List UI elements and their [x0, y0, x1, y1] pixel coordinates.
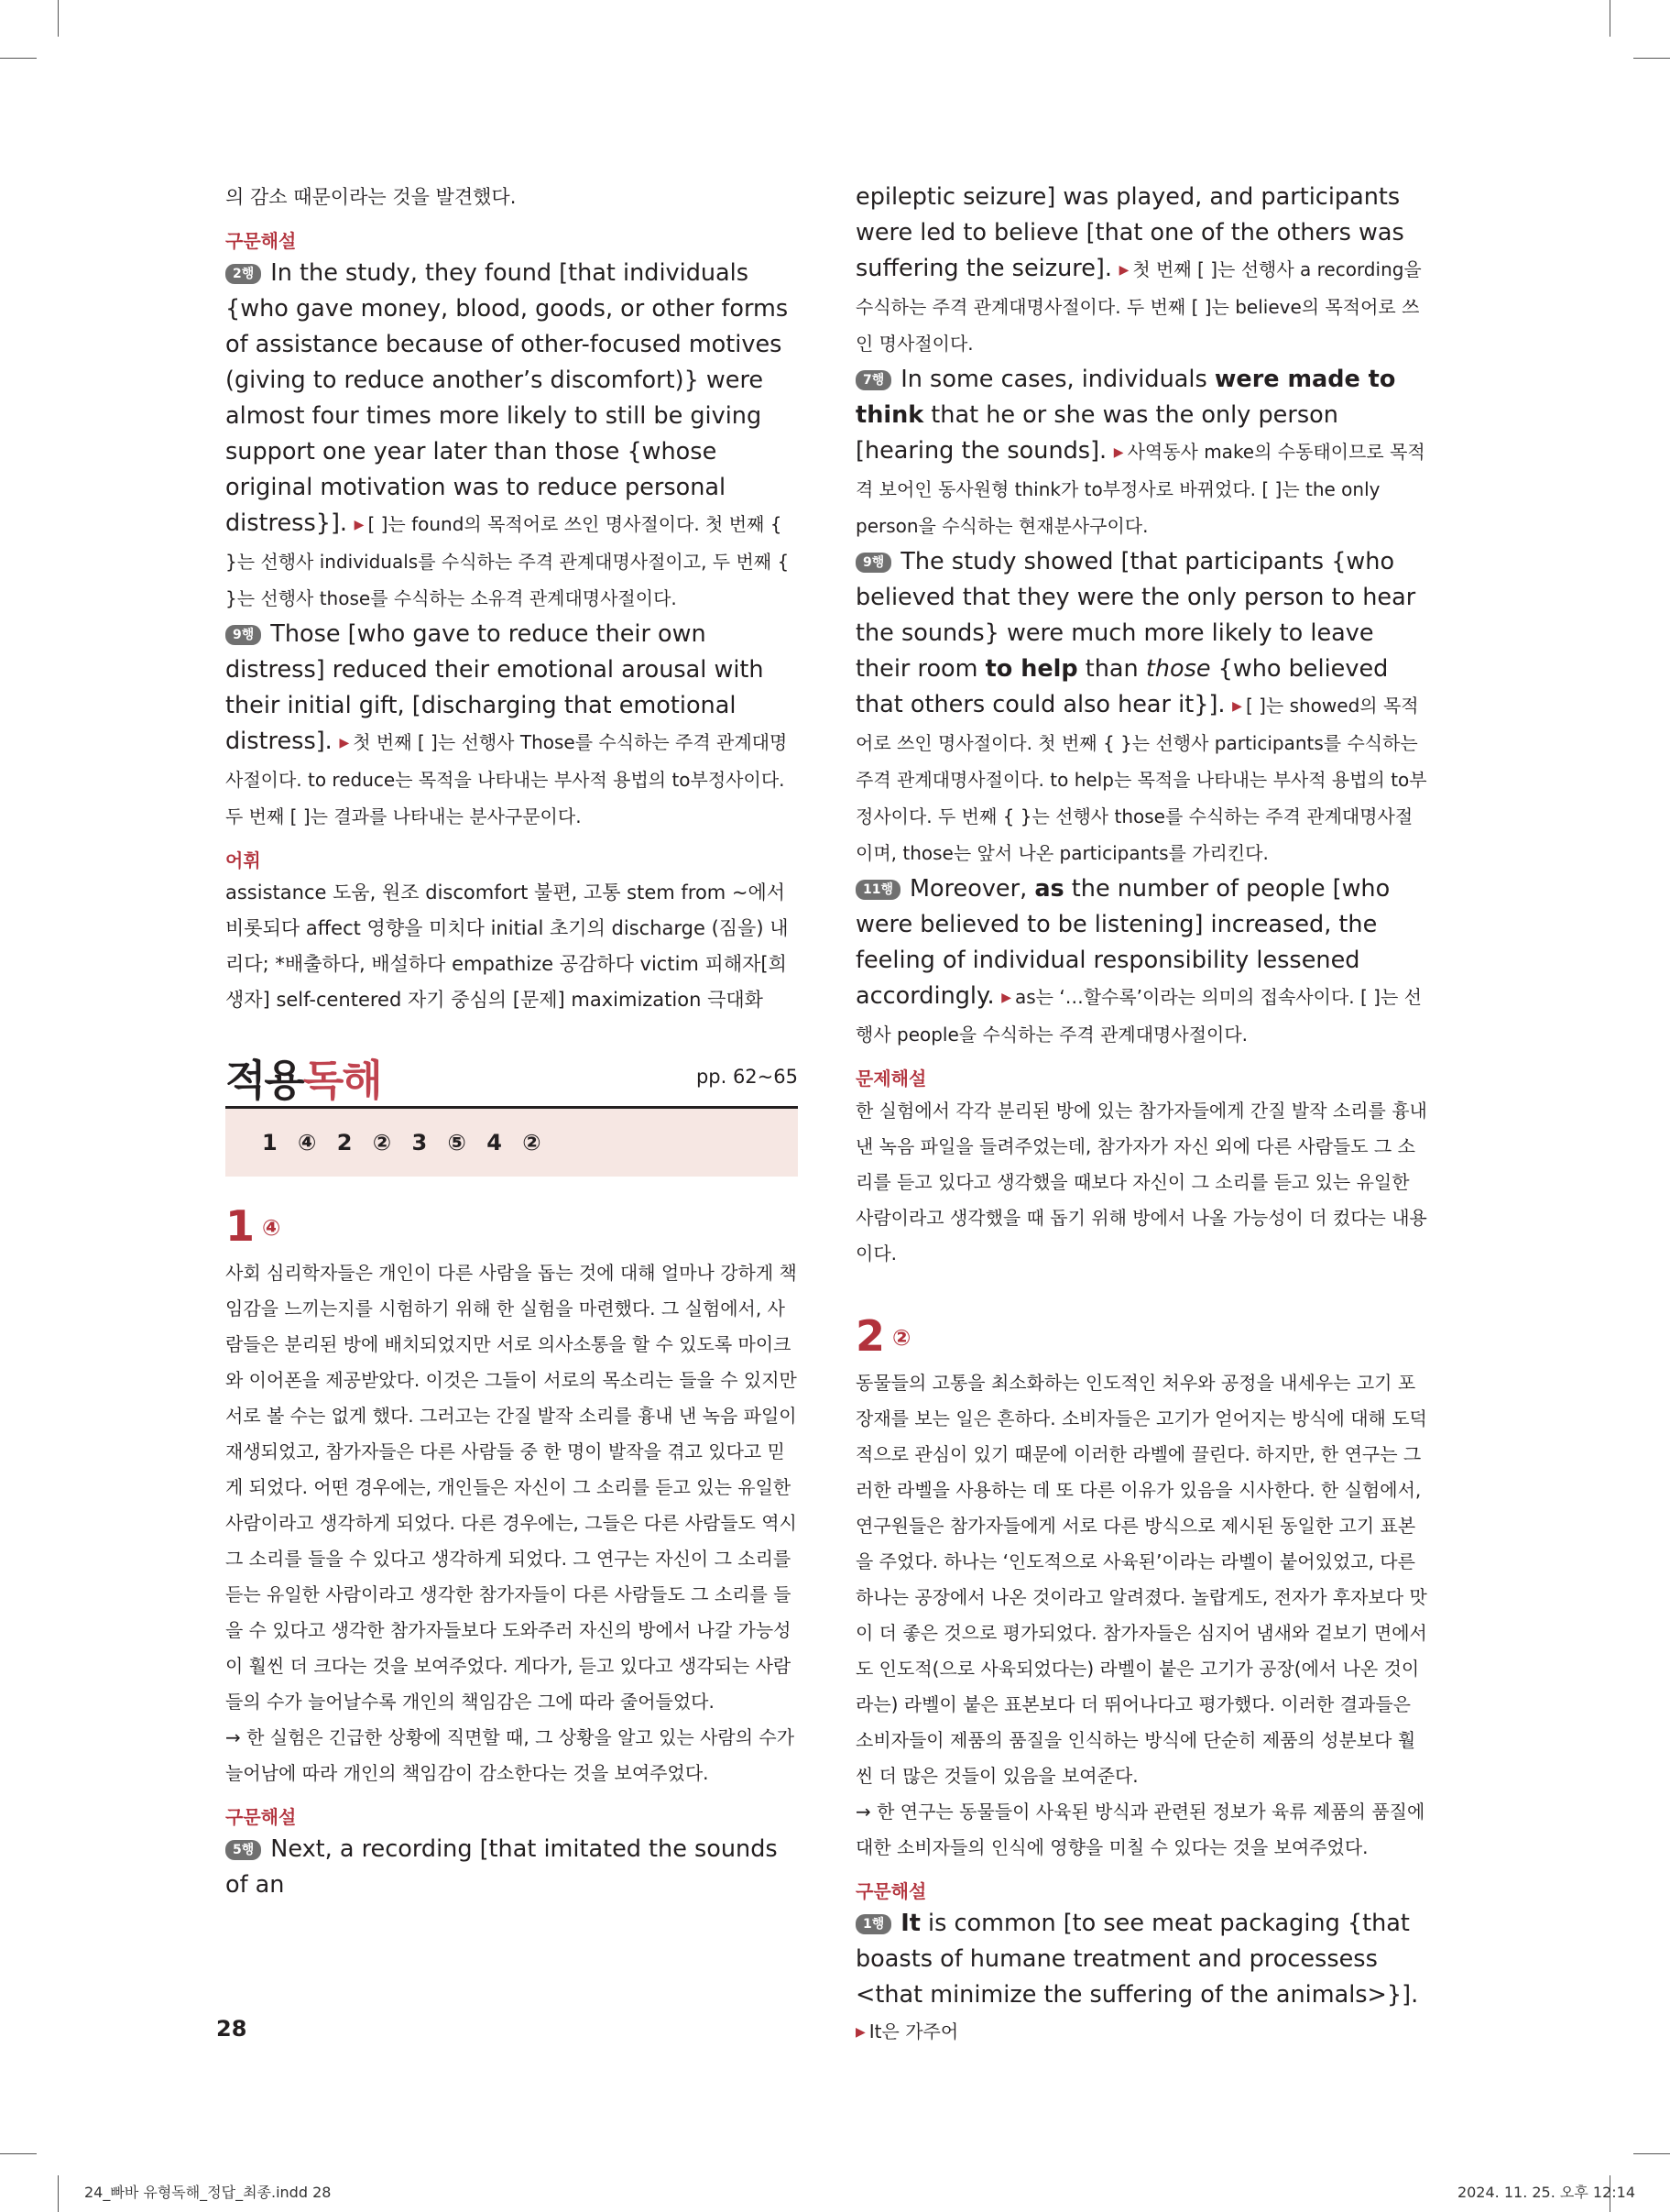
- answer-box: 1 ④ 2 ② 3 ⑤ 4 ②: [225, 1109, 798, 1177]
- problem-label: 문제해설: [856, 1068, 927, 1090]
- line-badge: 7행: [856, 370, 891, 390]
- question-number: 1 ④: [225, 1201, 281, 1251]
- answer-mark: ②: [892, 1325, 911, 1351]
- triangle-icon: ▶: [1113, 445, 1124, 460]
- guide-label: 구문해설: [856, 1880, 927, 1902]
- guide-item: [856, 180, 1428, 362]
- guide-label: 구문해설: [225, 230, 297, 252]
- guide-item: 11행 Moreover, as the number of people [who were believed to be listening] increased, the feeling of individual responsibility lessened accordingly. ▶ as는 ‘…할수록’이라는 의미의 접속사이다. [ ]는 선행사 people을 수식하는 주격 관계대명사절이다.: [856, 875, 1422, 1046]
- footer-timestamp: 2024. 11. 25. 오후 12:14: [1457, 2184, 1635, 2201]
- line-badge: 1행: [856, 1914, 891, 1934]
- section-title: [225, 1038, 798, 1109]
- guide-korean: It은 가주어: [868, 2020, 959, 2042]
- crop-mark: [0, 58, 37, 59]
- problem-text: 한 실험에서 각각 분리된 방에 있는 참가자들에게 간질 발작 소리를 흉내 낸 녹음 파일을 들려주었는데, 참가자가 자신 외에 다른 사람들도 그 소리를 듣고 있다고 생각했을 때보다 자신이 그 소리를 듣고 있는 유일한 사람이라고 생각했을 때 돕기 위해 방에서 나올 가능성이 더 컸다는 내용이다.: [856, 1100, 1427, 1265]
- left-column: [225, 180, 798, 1903]
- line-badge: 11행: [856, 880, 900, 900]
- guide-label: 구문해설: [225, 1806, 297, 1828]
- footer-filename: 24_빠바 유형독해_정답_최종.indd 28: [84, 2184, 332, 2201]
- guide-english: In the study, they found [that individuals {who gave money, blood, goods, or other forms of assistance because of other-focused motives (giving to reduce another’s discomfort)} were almost four times more likely to still be giving support one year later than those {whose original motivation was to reduce personal distress}].: [225, 259, 789, 537]
- guide-korean: [ ]는 showed의 목적어로 쓰인 명사절이다. 첫 번째 { }는 선행사 participants를 수식하는 주격 관계대명사절이다. to help는 목적을 나타내는 부사적 용법의 to부정사이다. 두 번째 { }는 선행사 those를 수식하는 주격 관계대명사절이며, those는 앞서 나온 participants를 가리킨다.: [856, 695, 1427, 864]
- triangle-icon: ▶: [1119, 263, 1130, 278]
- triangle-icon: ▶: [1232, 699, 1242, 714]
- guide-item: 9행 The study showed [that participants {who believed that they were the only person to hear the sounds} were much more likely to leave their room to help than those {who believed that others could also hear it}]. ▶ [ ]는 showed의 목적어로 쓰인 명사절이다. 첫 번째 { }는 선행사 participants를 수식하는 주격 관계대명사절이다. to help는 목적을 나타내는 부사적 용법의 to부정사이다. 두 번째 { }는 선행사 those를 수식하는 주격 관계대명사절이며, those는 앞서 나온 participants를 가리킨다.: [856, 548, 1427, 864]
- guide-korean: 사역동사 make의 수동태이므로 목적격 보어인 동사원형 think가 to부정사로 바뀌었다. [ ]는 the only person을 수식하는 현재분사구이다.: [856, 441, 1425, 537]
- triangle-icon: ▶: [1001, 991, 1011, 1005]
- guide-korean: as는 ‘…할수록’이라는 의미의 접속사이다. [ ]는 선행사 people을 수식하는 주격 관계대명사절이다.: [856, 986, 1422, 1046]
- guide-item: 1행 It is common [to see meat packaging {that boasts of humane treatment and processess <that minimize the suffering of the animals>}]. ▶ It은 가주어: [856, 1910, 1419, 2042]
- answer-mark: ④: [262, 1215, 281, 1241]
- question-number: 2 ②: [856, 1311, 911, 1361]
- translation-text: 동물들의 고통을 최소화하는 인도적인 처우와 공정을 내세우는 고기 포장재를 보는 일은 흔하다. 소비자들은 고기가 얻어지는 방식에 대해 도덕적으로 관심이 있기 때문에 이러한 라벨에 끌린다. 하지만, 한 연구는 그러한 라벨을 사용하는 데 또 다른 이유가 있음을 시사한다. 한 실험에서, 연구원들은 참가자들에게 서로 다른 방식으로 제시된 동일한 고기 표본을 주었다. 하나는 ‘인도적으로 사육된’이라는 라벨이 붙어있었고, 다른 하나는 공장에서 나온 것이라고 알려졌다. 놀랍게도, 전자가 후자보다 맛이 더 좋은 것으로 평가되었다. 참가자들은 심지어 냄새와 겉보기 면에서도 인도적(으로 사육되었다는) 라벨이 붙은 고기가 공장(에서 나온 것이라는) 라벨이 붙은 표본보다 더 뛰어나다고 평가했다. 이러한 결과들은 소비자들이 제품의 품질을 인식하는 방식에 단순히 제품의 성분보다 훨씬 더 많은 것들이 있음을 보여준다.: [856, 1372, 1427, 1787]
- crop-mark: [58, 2175, 59, 2212]
- crop-mark: [0, 2153, 37, 2154]
- triangle-icon: ▶: [339, 736, 350, 750]
- vocab-label: 어휘: [225, 849, 261, 871]
- guide-korean: 첫 번째 [ ]는 선행사 Those를 수식하는 주격 관계대명사절이다. to reduce는 목적을 나타내는 부사적 용법의 to부정사이다. 두 번째 [ ]는 결과를 나타내는 분사구문이다.: [225, 731, 788, 827]
- guide-item: [225, 617, 798, 835]
- guide-korean: [ ]는 found의 목적어로 쓰인 명사절이다. 첫 번째 { }는 선행사 individuals를 수식하는 주격 관계대명사절이고, 두 번째 { }는 선행사 those를 수식하는 소유격 관계대명사절이다.: [225, 513, 790, 609]
- guide-item: 7행 In some cases, individuals were made to think that he or she was the only person [hearing the sounds]. ▶ 사역동사 make의 수동태이므로 목적격 보어인 동사원형 think가 to부정사로 바뀌었다. [ ]는 the only person을 수식하는 현재분사구이다.: [856, 366, 1425, 537]
- summary-text: → 한 연구는 동물들이 사육된 방식과 관련된 정보가 육류 제품의 품질에 대한 소비자들의 인식에 영향을 미칠 수 있다는 것을 보여주었다.: [856, 1801, 1425, 1858]
- crop-mark: [58, 0, 59, 37]
- guide-english: Next, a recording [that imitated the sounds of an: [225, 1835, 778, 1899]
- section-title-text: 적용독해: [225, 1056, 381, 1105]
- guide-item: [225, 256, 798, 617]
- crop-mark: [1633, 58, 1670, 59]
- triangle-icon: ▶: [354, 518, 365, 532]
- summary-text: → 한 실험은 긴급한 상황에 직면할 때, 그 상황을 알고 있는 사람의 수가 늘어남에 따라 개인의 책임감이 감소한다는 것을 보여주었다.: [225, 1726, 795, 1784]
- line-badge: 2행: [225, 264, 261, 284]
- right-column: [856, 180, 1428, 2051]
- line-badge: 5행: [225, 1840, 261, 1860]
- triangle-icon: ▶: [856, 2025, 866, 2040]
- guide-english: epileptic seizure] was played, and participants were led to believe [that one of the others was suffering the seizure].: [856, 183, 1404, 282]
- guide-korean: 첫 번째 [ ]는 선행사 a recording을 수식하는 주격 관계대명사절이다. 두 번째 [ ]는 believe의 목적어로 쓰인 명사절이다.: [856, 258, 1422, 355]
- vocab-list: assistance 도움, 원조 discomfort 불편, 고통 stem from ~에서 비롯되다 affect 영향을 미치다 initial 초기의 discharge (짐을) 내리다; *배출하다, 배설하다 empathize 공감하다 victim 피해자[희생자] self-centered 자기 중심의 [문제] maximization 극대화: [225, 882, 789, 1011]
- line-badge: 9행: [856, 553, 891, 573]
- guide-english: Those [who gave to reduce their own distress] reduced their emotional arousal with their initial gift, [discharging that emotional distress].: [225, 620, 764, 755]
- translation-text: 사회 심리학자들은 개인이 다른 사람을 돕는 것에 대해 얼마나 강하게 책임감을 느끼는지를 시험하기 위해 한 실험을 마련했다. 그 실험에서, 사람들은 분리된 방에 배치되었지만 서로 의사소통을 할 수 있도록 마이크와 이어폰을 제공받았다. 이것은 그들이 서로의 목소리는 들을 수 있지만 서로 볼 수는 없게 했다. 그러고는 간질 발작 소리를 흉내 낸 녹음 파일이 재생되었고, 참가자들은 다른 사람들 중 한 명이 발작을 겪고 있다고 믿게 되었다. 어떤 경우에는, 개인들은 자신이 그 소리를 듣고 있는 유일한 사람이라고 생각하게 되었다. 다른 경우에는, 그들은 다른 사람들도 역시 그 소리를 들을 수 있다고 생각하게 되었다. 그 연구는 자신이 그 소리를 듣는 유일한 사람이라고 생각한 참가자들이 다른 사람들도 그 소리를 들을 수 있다고 생각한 참가자들보다 도와주러 자신의 방에서 나갈 가능성이 훨씬 더 크다는 것을 보여주었다. 게다가, 듣고 있다고 생각되는 사람들의 수가 늘어날수록 개인의 책임감은 그에 따라 줄어들었다.: [225, 1262, 797, 1713]
- page-range: pp. 62~65: [695, 1066, 798, 1088]
- page-number: 28: [216, 2016, 247, 2042]
- line-badge: 9행: [225, 625, 261, 645]
- intro-line: 의 감소 때문이라는 것을 발견했다.: [225, 186, 517, 208]
- guide-item: [225, 1832, 798, 1903]
- crop-mark: [1633, 2153, 1670, 2154]
